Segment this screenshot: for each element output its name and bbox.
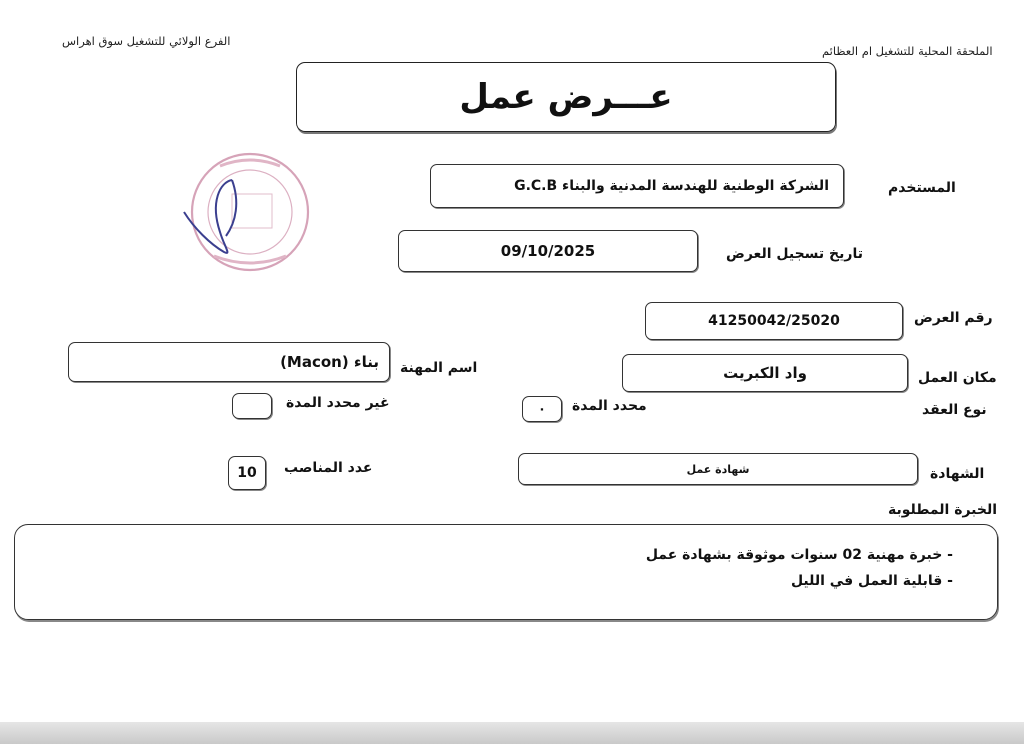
experience-label: الخبرة المطلوبة bbox=[888, 502, 998, 518]
profession-field: بناء (Macon) bbox=[68, 342, 390, 382]
certificate-label: الشهادة bbox=[930, 466, 985, 482]
indefinite-term-checkbox bbox=[232, 393, 272, 419]
indefinite-term-label: غير محدد المدة bbox=[286, 395, 390, 411]
date-field: 09/10/2025 bbox=[398, 230, 698, 272]
branch-name-right: الملحقة المحلية للتشغيل ام العظائم bbox=[822, 44, 993, 58]
profession-label: اسم المهنة bbox=[400, 360, 478, 376]
offer-number-field: 41250042/25020 bbox=[645, 302, 903, 340]
requirements-box bbox=[14, 524, 998, 620]
requirement-item: - خبرة مهنية 02 سنوات موثوقة بشهادة عمل bbox=[645, 547, 953, 563]
contract-type-label: نوع العقد bbox=[922, 402, 987, 418]
positions-label: عدد المناصب bbox=[284, 460, 373, 476]
workplace-field: واد الكبريت bbox=[622, 354, 908, 392]
workplace-label: مكان العمل bbox=[918, 370, 997, 386]
employer-label: المستخدم bbox=[888, 180, 956, 196]
offer-number-label: رقم العرض bbox=[914, 310, 993, 326]
branch-name-left: الفرع الولائي للتشغيل سوق اهراس bbox=[62, 34, 231, 48]
fixed-term-label: محدد المدة bbox=[572, 398, 647, 414]
signature-icon bbox=[180, 172, 260, 262]
scan-bottom-edge bbox=[0, 722, 1024, 744]
positions-field: 10 bbox=[228, 456, 266, 490]
certificate-field: شهادة عمل bbox=[518, 453, 918, 485]
document-title: عـــرض عمل bbox=[296, 62, 836, 132]
fixed-term-checkbox: ٠ bbox=[522, 396, 562, 422]
date-label: تاريخ تسجيل العرض bbox=[726, 246, 863, 262]
employer-field: الشركة الوطنية للهندسة المدنية والبناء G.C.B bbox=[430, 164, 844, 208]
requirement-item: - قابلية العمل في الليل bbox=[790, 573, 953, 589]
